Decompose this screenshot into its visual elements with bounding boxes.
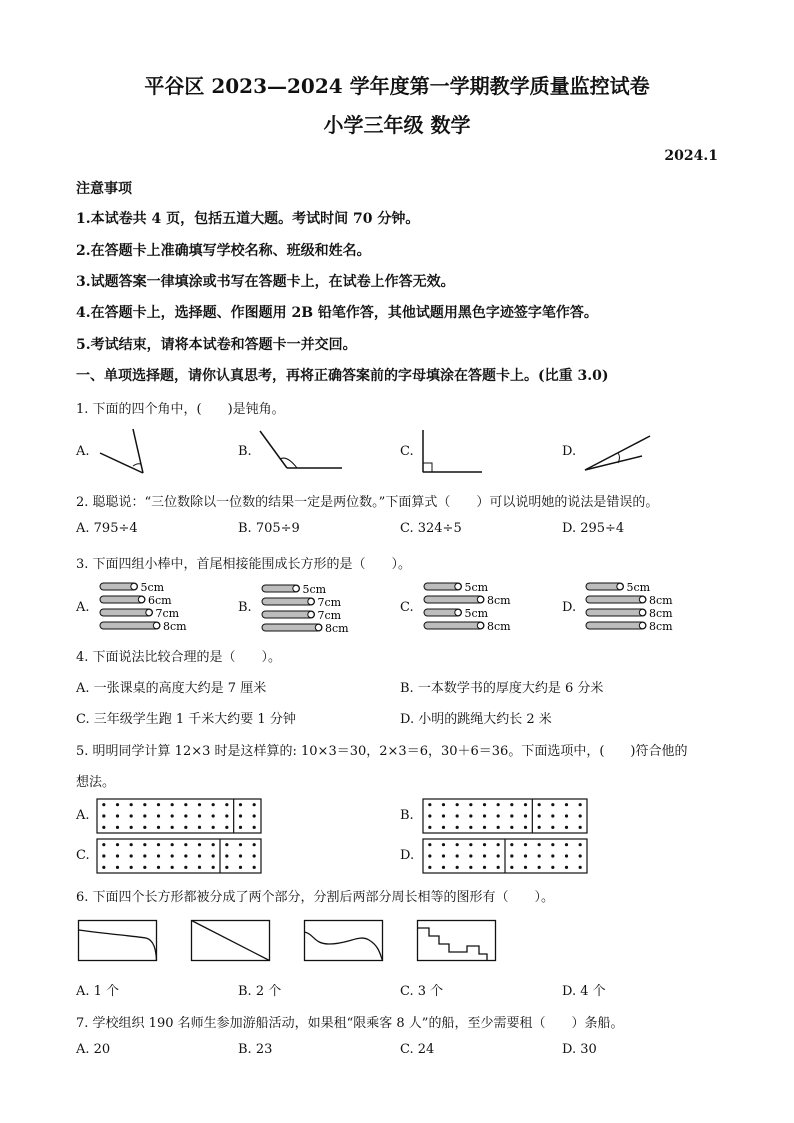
- dot: [538, 866, 541, 869]
- stick-tip: [455, 583, 461, 589]
- dot: [497, 826, 500, 829]
- stick-length-label: 7cm: [317, 596, 342, 609]
- q1-option-a[interactable]: A.: [76, 444, 90, 459]
- dot: [253, 843, 256, 846]
- dot-array-b: [422, 798, 588, 834]
- dot: [510, 854, 513, 857]
- q6-option-d[interactable]: D. 4 个: [562, 984, 606, 999]
- dot: [225, 803, 228, 806]
- dot: [225, 854, 228, 857]
- dot: [524, 866, 527, 869]
- dot: [483, 814, 486, 817]
- dot: [239, 803, 242, 806]
- dot: [510, 814, 513, 817]
- stick-tip: [639, 596, 645, 602]
- angle-c-figure: [418, 428, 488, 476]
- dot: [456, 814, 459, 817]
- stick-length-label: 8cm: [649, 607, 673, 620]
- stick-length-label: 5cm: [626, 581, 651, 594]
- dot: [157, 866, 160, 869]
- dot: [428, 854, 431, 857]
- dot: [483, 843, 486, 846]
- dot-array-border: [97, 839, 261, 873]
- stick-tip: [293, 585, 299, 591]
- dot: [198, 826, 201, 829]
- dot: [102, 854, 105, 857]
- dot: [143, 843, 146, 846]
- dot: [253, 854, 256, 857]
- dot: [198, 814, 201, 817]
- dot-array-c: [96, 838, 262, 874]
- dot: [239, 854, 242, 857]
- dot: [428, 843, 431, 846]
- dot: [428, 866, 431, 869]
- q3-option-a[interactable]: A.: [76, 600, 90, 615]
- dot: [157, 843, 160, 846]
- angle-b-figure: [255, 428, 350, 473]
- dot: [483, 866, 486, 869]
- stick: [262, 611, 315, 618]
- dot: [565, 814, 568, 817]
- dot: [469, 843, 472, 846]
- stick-length-label: 7cm: [155, 607, 180, 620]
- stick-tip: [639, 622, 645, 628]
- stick-tip: [138, 596, 144, 602]
- dot: [442, 843, 445, 846]
- dot: [184, 843, 187, 846]
- stick: [424, 622, 484, 629]
- dot: [102, 843, 105, 846]
- dot: [157, 854, 160, 857]
- q5-text-line1: 5. 明明同学计算 12×3 时是这样算的: 10×3＝30，2×3＝6，30＋6＝36。下面选项中，( )符合他的: [76, 744, 688, 759]
- dot: [212, 803, 215, 806]
- stick-tip: [455, 609, 461, 615]
- stick-tip: [477, 622, 483, 628]
- dot: [102, 866, 105, 869]
- dot: [184, 814, 187, 817]
- q7-text: 7. 学校组织 190 名师生参加游船活动，如果租“限乘客 8 人”的船，至少需要租（ ）条船。: [76, 1016, 624, 1031]
- q7-option-d[interactable]: D. 30: [562, 1042, 597, 1057]
- notes-heading: 注意事项: [76, 181, 132, 197]
- dot: [116, 826, 119, 829]
- q6-option-a[interactable]: A. 1 个: [76, 984, 120, 999]
- dot: [102, 826, 105, 829]
- q1-option-c[interactable]: C.: [400, 444, 414, 459]
- dot: [198, 866, 201, 869]
- dot: [184, 866, 187, 869]
- section1-heading: 一、单项选择题，请你认真思考，再将正确答案前的字母填涂在答题卡上。(比重 3.0): [76, 368, 609, 384]
- dot: [469, 826, 472, 829]
- dot: [130, 843, 133, 846]
- dot: [143, 826, 146, 829]
- dot: [565, 854, 568, 857]
- dot-array-d: [422, 838, 588, 874]
- q3-option-d[interactable]: D.: [562, 600, 577, 615]
- dot: [225, 814, 228, 817]
- dot: [184, 854, 187, 857]
- dot: [442, 803, 445, 806]
- stick: [100, 622, 160, 629]
- dot-array-border: [423, 799, 587, 833]
- dot: [171, 843, 174, 846]
- dot: [253, 814, 256, 817]
- dot: [469, 814, 472, 817]
- stick-tip: [617, 583, 623, 589]
- dot: [184, 803, 187, 806]
- dot: [497, 854, 500, 857]
- stick-tip: [315, 624, 321, 630]
- q6-text: 6. 下面四个长方形都被分成了两个部分，分割后两部分周长相等的图形有（ ）。: [76, 890, 555, 905]
- dot: [579, 866, 582, 869]
- stick-length-label: 5cm: [140, 581, 165, 594]
- dot: [538, 826, 541, 829]
- notes-item-2: 2.在答题卡上准确填写学校名称、班级和姓名。: [76, 243, 371, 259]
- sticks-c-figure: [422, 581, 532, 637]
- stick-tip: [308, 598, 314, 604]
- q7-option-c[interactable]: C. 24: [400, 1042, 435, 1057]
- dot: [157, 826, 160, 829]
- dot: [456, 843, 459, 846]
- q3-text: 3. 下面四组小棒中，首尾相接能围成长方形的是（ ）。: [76, 557, 412, 572]
- stick: [586, 622, 646, 629]
- notes-item-5: 5.考试结束，请将本试卷和答题卡一并交回。: [76, 337, 357, 353]
- dot: [497, 814, 500, 817]
- dot: [565, 826, 568, 829]
- dot: [456, 826, 459, 829]
- angle-a-figure: [90, 425, 160, 475]
- stick-tip: [146, 609, 152, 615]
- q5-option-c[interactable]: C.: [76, 848, 90, 863]
- dot: [538, 814, 541, 817]
- dot: [483, 854, 486, 857]
- dot: [483, 826, 486, 829]
- dot: [524, 854, 527, 857]
- dot: [579, 854, 582, 857]
- dot: [497, 843, 500, 846]
- dot: [116, 866, 119, 869]
- q2-option-c[interactable]: C. 324÷5: [400, 521, 462, 536]
- dot: [442, 814, 445, 817]
- q5-option-a[interactable]: A.: [76, 808, 90, 823]
- dot: [143, 803, 146, 806]
- notes-item-3: 3.试题答案一律填涂或书写在答题卡上，在试卷上作答无效。: [76, 274, 455, 290]
- dot: [469, 854, 472, 857]
- dot: [428, 814, 431, 817]
- dot: [551, 866, 554, 869]
- sticks-a-figure: [98, 581, 208, 637]
- dot: [579, 803, 582, 806]
- dot: [171, 814, 174, 817]
- rect-split-b-figure: [191, 920, 271, 962]
- dot: [116, 843, 119, 846]
- dot: [225, 826, 228, 829]
- stick-length-label: 7cm: [317, 609, 342, 622]
- exam-title: 平谷区 2023—2024 学年度第一学期教学质量监控试卷: [144, 74, 650, 98]
- dot: [239, 826, 242, 829]
- dot: [130, 866, 133, 869]
- q5-option-d[interactable]: D.: [400, 848, 415, 863]
- dot: [225, 866, 228, 869]
- rect-split-a-figure: [78, 920, 158, 962]
- dot: [469, 866, 472, 869]
- q1-text: 1. 下面的四个角中，( )是钝角。: [76, 402, 285, 417]
- q4-text: 4. 下面说法比较合理的是（ ）。: [76, 650, 282, 665]
- dot: [428, 826, 431, 829]
- q3-option-b[interactable]: B.: [238, 600, 252, 615]
- q7-option-a[interactable]: A. 20: [76, 1042, 111, 1057]
- stick-length-label: 8cm: [649, 620, 673, 633]
- stick-length-label: 8cm: [487, 620, 511, 633]
- dot: [551, 803, 554, 806]
- dot: [116, 814, 119, 817]
- dot: [184, 826, 187, 829]
- dot: [538, 803, 541, 806]
- dot: [130, 826, 133, 829]
- dot: [538, 843, 541, 846]
- dot: [171, 866, 174, 869]
- q4-option-d[interactable]: D. 小明的跳绳大约长 2 米: [400, 712, 552, 727]
- stick-tip: [477, 596, 483, 602]
- stick: [424, 596, 484, 603]
- dot: [551, 854, 554, 857]
- q2-option-a[interactable]: A. 795÷4: [76, 521, 138, 536]
- dot: [456, 854, 459, 857]
- dot: [579, 843, 582, 846]
- dot: [442, 854, 445, 857]
- stick-tip: [131, 583, 137, 589]
- dot: [253, 826, 256, 829]
- dot: [171, 854, 174, 857]
- stick-length-label: 8cm: [163, 620, 187, 633]
- dot: [239, 814, 242, 817]
- dot: [456, 803, 459, 806]
- q3-option-c[interactable]: C.: [400, 600, 414, 615]
- dot: [524, 814, 527, 817]
- sticks-b-figure: [260, 583, 370, 639]
- dot: [510, 843, 513, 846]
- dot: [171, 803, 174, 806]
- q6-option-c[interactable]: C. 3 个: [400, 984, 444, 999]
- stick-tip: [308, 611, 314, 617]
- sticks-d-figure: [584, 581, 694, 637]
- rect-split-c-figure: [304, 920, 384, 962]
- q5-option-b[interactable]: B.: [400, 808, 414, 823]
- dot: [442, 826, 445, 829]
- q5-text-line2: 想法。: [76, 775, 116, 790]
- dot: [510, 826, 513, 829]
- dot: [198, 803, 201, 806]
- dot: [157, 803, 160, 806]
- q4-option-b[interactable]: B. 一本数学书的厚度大约是 6 分米: [400, 681, 604, 696]
- q7-option-b[interactable]: B. 23: [238, 1042, 273, 1057]
- stick: [262, 598, 315, 605]
- dot: [497, 803, 500, 806]
- stick: [100, 609, 153, 616]
- dot: [212, 843, 215, 846]
- dot: [116, 854, 119, 857]
- q1-option-d[interactable]: D.: [562, 444, 577, 459]
- dot: [551, 843, 554, 846]
- dot-array-a: [96, 798, 262, 834]
- dot: [579, 814, 582, 817]
- stick-length-label: 5cm: [302, 583, 327, 596]
- dot: [130, 803, 133, 806]
- dot: [212, 854, 215, 857]
- dot: [428, 803, 431, 806]
- exam-date: 2024.1: [664, 148, 718, 164]
- q1-option-b[interactable]: B.: [238, 444, 252, 459]
- stick: [586, 609, 646, 616]
- dot: [483, 803, 486, 806]
- dot: [579, 826, 582, 829]
- dot: [524, 803, 527, 806]
- dot: [143, 814, 146, 817]
- dot: [212, 826, 215, 829]
- notes-item-4: 4.在答题卡上，选择题、作图题用 2B 铅笔作答，其他试题用黑色字迹签字笔作答。: [76, 305, 598, 321]
- stick-length-label: 8cm: [649, 594, 673, 607]
- dot: [130, 814, 133, 817]
- stick-length-label: 5cm: [464, 607, 489, 620]
- stick-length-label: 8cm: [325, 622, 349, 635]
- q2-option-d[interactable]: D. 295÷4: [562, 521, 625, 536]
- dot: [212, 866, 215, 869]
- dot: [198, 854, 201, 857]
- dot: [524, 843, 527, 846]
- notes-item-1: 1.本试卷共 4 页，包括五道大题。考试时间 70 分钟。: [76, 211, 420, 227]
- dot: [551, 814, 554, 817]
- dot: [442, 866, 445, 869]
- exam-subtitle: 小学三年级 数学: [323, 113, 471, 137]
- stick: [262, 624, 322, 631]
- q6-option-b[interactable]: B. 2 个: [238, 984, 282, 999]
- dot: [469, 803, 472, 806]
- dot: [497, 866, 500, 869]
- dot: [143, 854, 146, 857]
- dot: [510, 803, 513, 806]
- dot: [239, 843, 242, 846]
- dot: [102, 803, 105, 806]
- q4-option-c[interactable]: C. 三年级学生跑 1 千米大约要 1 分钟: [76, 712, 296, 727]
- rect-split-d-figure: [417, 920, 497, 962]
- dot: [239, 866, 242, 869]
- stick-length-label: 5cm: [464, 581, 489, 594]
- dot: [143, 866, 146, 869]
- q2-option-b[interactable]: B. 705÷9: [238, 521, 300, 536]
- dot: [116, 803, 119, 806]
- dot: [198, 843, 201, 846]
- stick-length-label: 8cm: [487, 594, 511, 607]
- q2-text: 2. 聪聪说：“三位数除以一位数的结果一定是两位数。”下面算式（ ）可以说明她的说法是错误的。: [76, 495, 659, 510]
- dot: [212, 814, 215, 817]
- dot: [157, 814, 160, 817]
- dot: [510, 866, 513, 869]
- dot: [538, 854, 541, 857]
- dot: [253, 866, 256, 869]
- stick: [586, 596, 646, 603]
- dot: [565, 803, 568, 806]
- dot: [565, 866, 568, 869]
- dot-array-border: [97, 799, 261, 833]
- dot: [130, 854, 133, 857]
- dot: [253, 803, 256, 806]
- dot: [524, 826, 527, 829]
- q4-option-a[interactable]: A. 一张课桌的高度大约是 7 厘米: [76, 681, 267, 696]
- stick-length-label: 6cm: [148, 594, 172, 607]
- stick-tip: [153, 622, 159, 628]
- dot: [171, 826, 174, 829]
- dot: [225, 843, 228, 846]
- dot: [456, 866, 459, 869]
- stick-tip: [639, 609, 645, 615]
- angle-d-figure: [580, 430, 660, 475]
- dot: [551, 826, 554, 829]
- dot: [102, 814, 105, 817]
- dot: [565, 843, 568, 846]
